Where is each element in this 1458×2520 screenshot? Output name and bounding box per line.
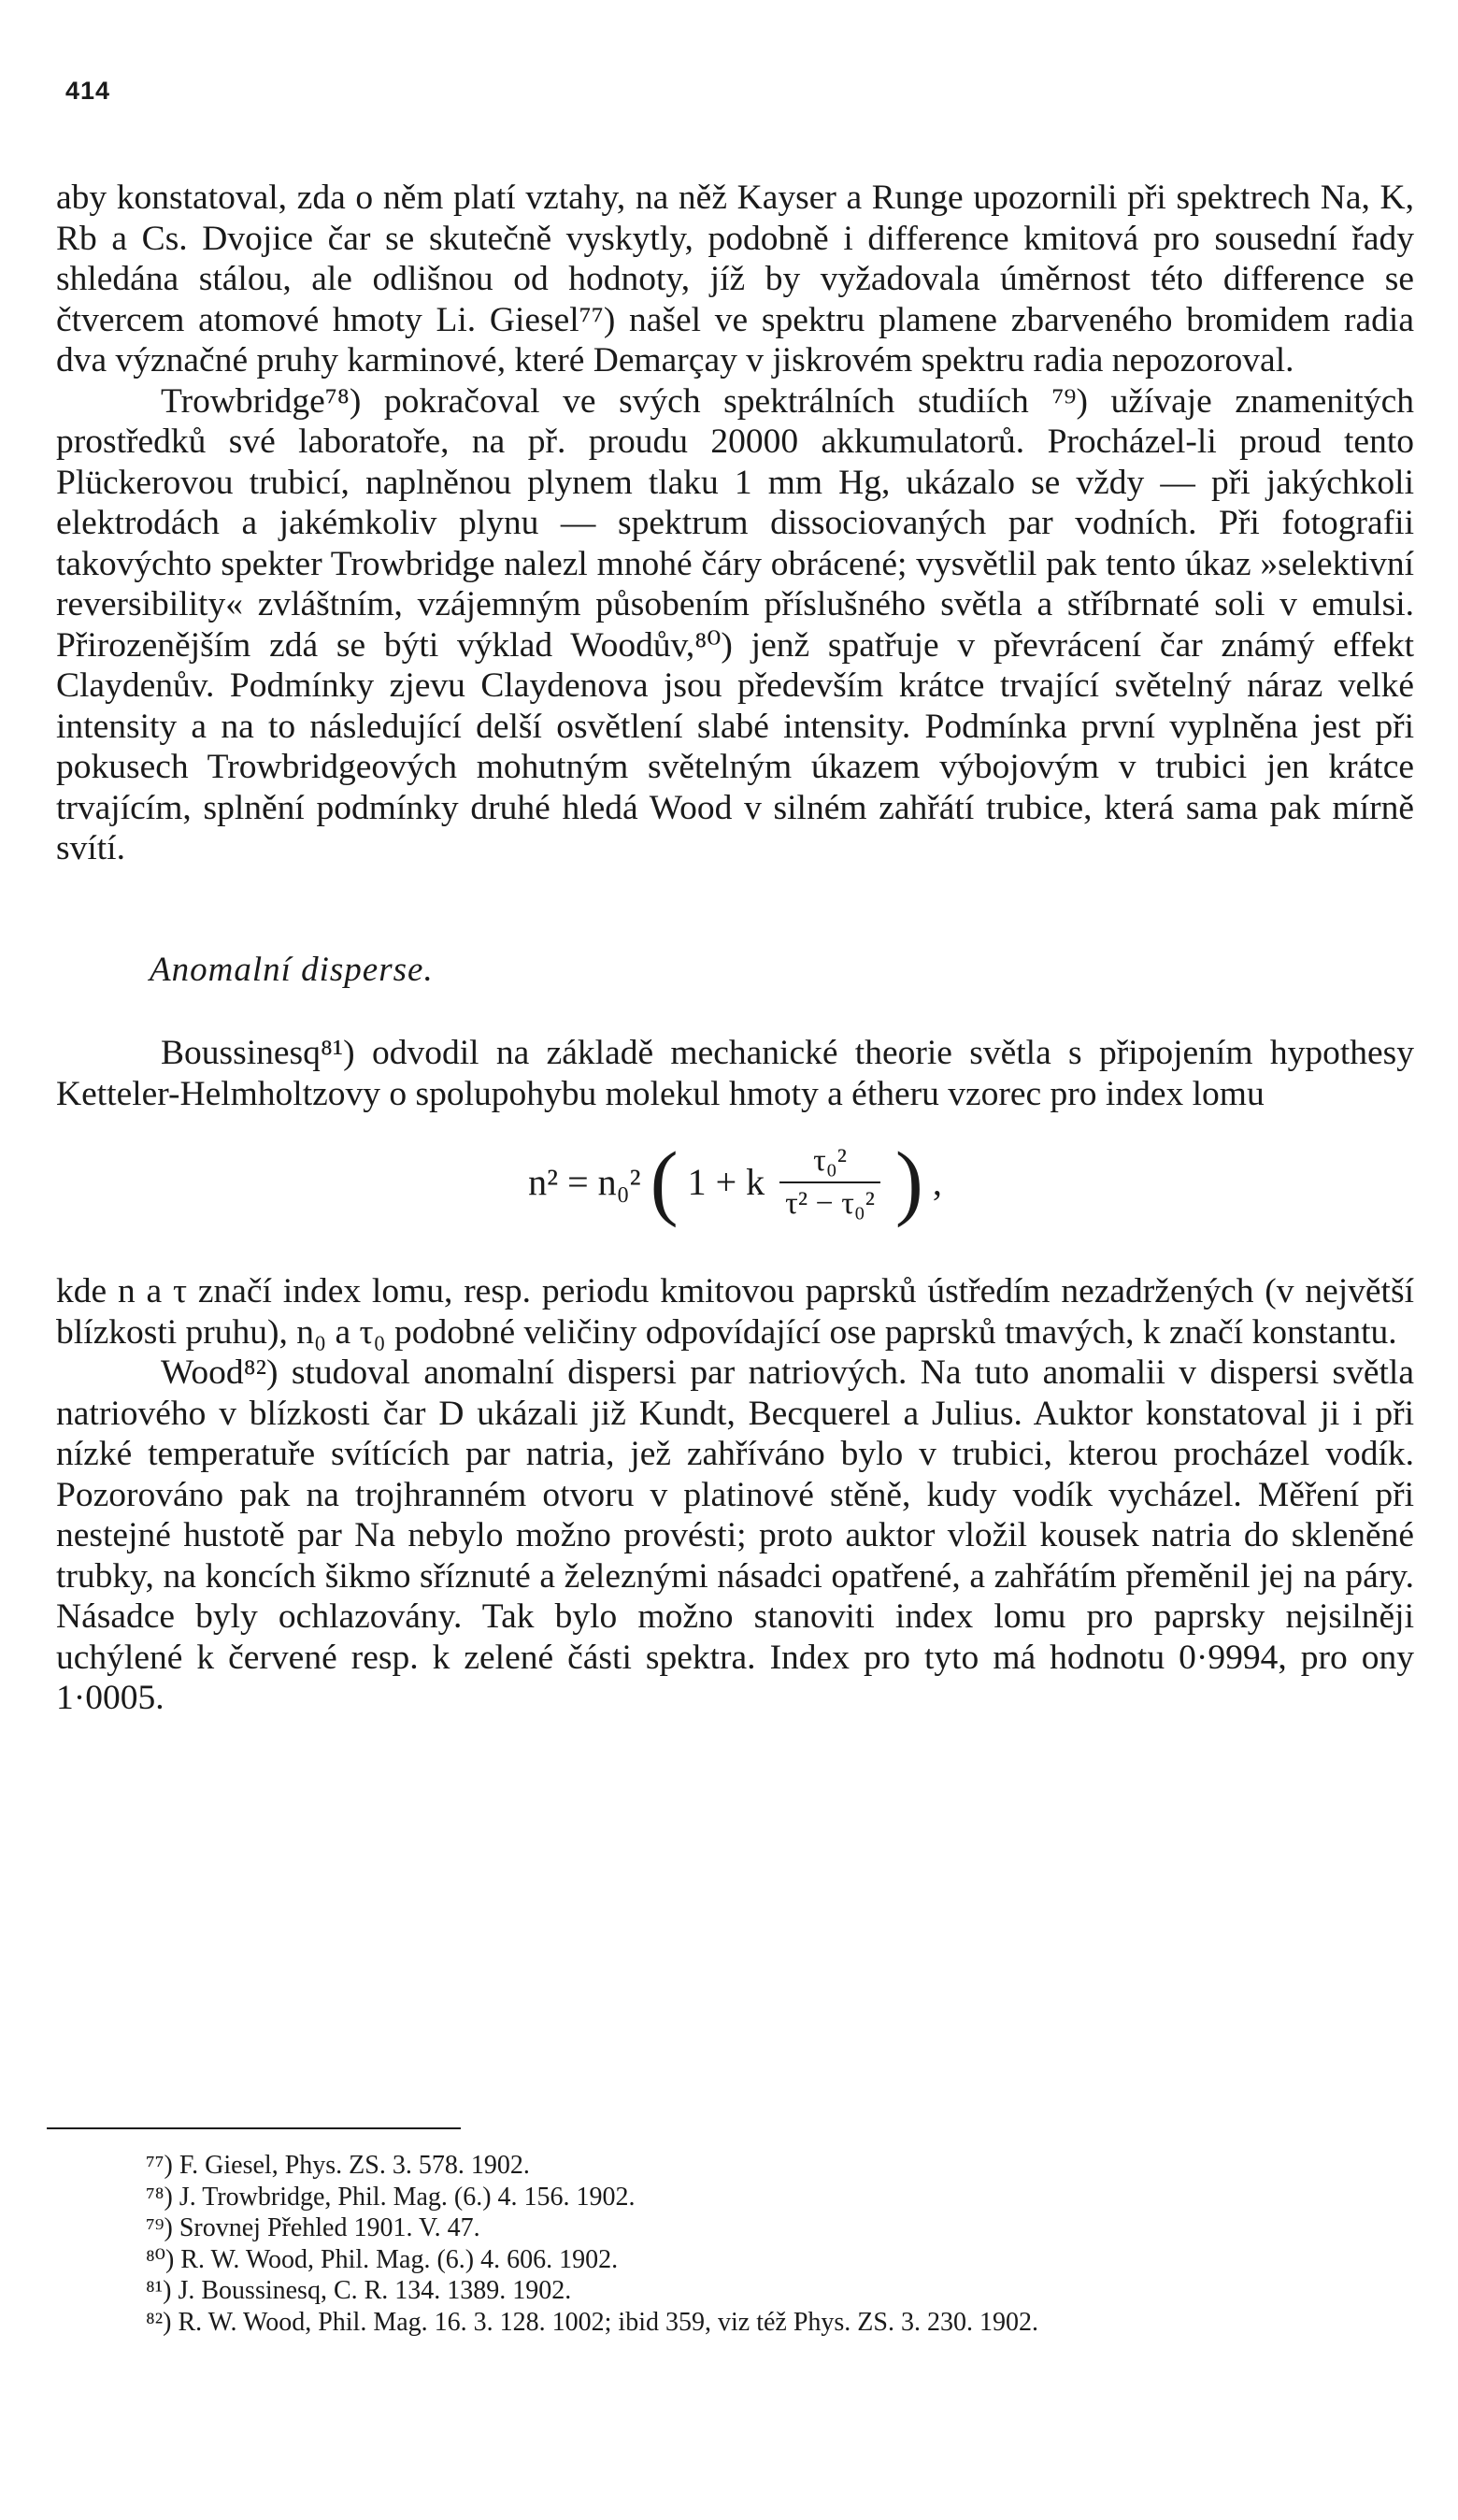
paragraph-2: Trowbridge⁷⁸) pokračoval ve svých spektrálních studiích ⁷⁹) užívaje znamenitých prostředků své laboratoře, na př. proudu 20000 akkumulatorů. Procházel-li proud tento Plückerovou trubicí, naplněnou plynem tlaku 1 mm Hg, ukázalo se vždy — při jakýchkoli elektrodách a jakémkoliv plynu — spektrum dissociovaných par vodních. Při fotografii takovýchto spekter Trowbridge nalezl mnohé čáry obrácené; vysvětlil pak tento úkaz »selektivní reversibility« zvláštním, vzájemným působením příslušného světla a stříbrnaté soli v emulsi. Přirozenějším zdá se býti výklad Woodův,⁸⁰) jenž spatřuje v převrácení čar známý effekt Claydenův. Podmínky zjevu Claydenova jsou především krátce trvající světelný náraz velké intensity a na to následující delší osvětlení slabé intensity. Podmínka první vyplněna jest při pokusech Trowbridgeových mohutným světelným úkazem výbojovým v trubici jen krátce trvajícím, splnění podmínky druhé hledá Wood v silném zahřátí trubice, která sama pak mírně svítí. [56, 381, 1414, 867]
section-heading: Anomalní disperse. [150, 950, 434, 989]
paragraph-1: aby konstatoval, zda o něm platí vztahy, na něž Kayser a Runge upozornili při spektrech Na, K, Rb a Cs. Dvojice čar se skutečně vyskytly, podobně i difference kmitová pro sousední řady shledána stálou, ale odlišnou od hodnoty, jíž by vyžadovala úměrnost této difference se čtvercem atomové hmoty Li. Giesel⁷⁷) našel ve spektru plamene zbarveného bromidem radia dva význačné pruhy karminové, které Demarçay v jiskrovém spektru radia nepozoroval. [56, 179, 1414, 379]
formula-tail: , [932, 1160, 942, 1203]
formula-lhs: n² = n₀² [528, 1160, 641, 1203]
formula-fraction [779, 1140, 880, 1224]
dispersion-formula [56, 1135, 1414, 1251]
paragraph-4: kde n a τ značí index lomu, resp. periodu kmitovou paprsků ústředím nezadržených (v největší blízkosti pruhu), n₀ a τ₀ podobné veličiny odpovídající ose paprsků tmavých, k značí konstantu. [56, 1272, 1414, 1352]
footnote-79: ⁷⁹) Srovnej Přehled 1901. V. 47. [146, 2213, 480, 2242]
paragraph-3: Boussinesq⁸¹) odvodil na základě mechanické theorie světla s připojením hypothesy Ketteler-Helmholtzovy o spolupohybu molekul hmoty a étheru vzorec pro index lomu [56, 1034, 1414, 1113]
formula-inner: 1 + k [687, 1160, 765, 1203]
page-number: 414 [65, 77, 111, 105]
formula-open-paren: ( [650, 1135, 679, 1228]
footnotes [56, 2150, 1393, 2338]
footnote-81: ⁸¹) J. Boussinesq, C. R. 134. 1389. 1902. [146, 2276, 572, 2305]
formula-close-paren: ) [894, 1135, 923, 1228]
article-body [56, 178, 1414, 1719]
footnote-divider [47, 2127, 461, 2129]
footnote-78: ⁷⁸) J. Trowbridge, Phil. Mag. (6.) 4. 156. 1902. [146, 2182, 636, 2212]
footnote-82: ⁸²) R. W. Wood, Phil. Mag. 16. 3. 128. 1002; ibid 359, viz též Phys. ZS. 3. 230. 1902. [146, 2307, 1038, 2337]
footnote-80: ⁸⁰) R. W. Wood, Phil. Mag. (6.) 4. 606. 1902. [146, 2244, 619, 2274]
footnote-77: ⁷⁷) F. Giesel, Phys. ZS. 3. 578. 1902. [146, 2151, 530, 2180]
formula-numerator: τ₀² [779, 1140, 880, 1183]
paragraph-5: Wood⁸²) studoval anomalní dispersi par natriových. Na tuto anomalii v dispersi světla natriového v blízkosti čar D ukázali již Kundt, Becquerel a Julius. Auktor konstatoval ji i při nízké temperatuře svítících par natria, jež zahříváno bylo v trubici, kterou procházel vodík. Pozorováno pak na trojhranném otvoru v platinové stěně, kudy vodík vycházel. Měření při nestejné hustotě par Na nebylo možno provésti; proto auktor vložil kousek natria do skleněné trubky, na koncích šikmo sříznuté a železnými násadci opatřené, a zahřátím přeměnil jej na páry. Násadce byly ochlazovány. Tak bylo možno stanoviti index lomu pro paprsky nejsilněji uchýlené k červené resp. k zelené části spektra. Index pro tyto má hodnotu 0·9994, pro ony 1·0005. [56, 1353, 1414, 1717]
formula-denominator: τ² − τ₀² [785, 1185, 875, 1221]
